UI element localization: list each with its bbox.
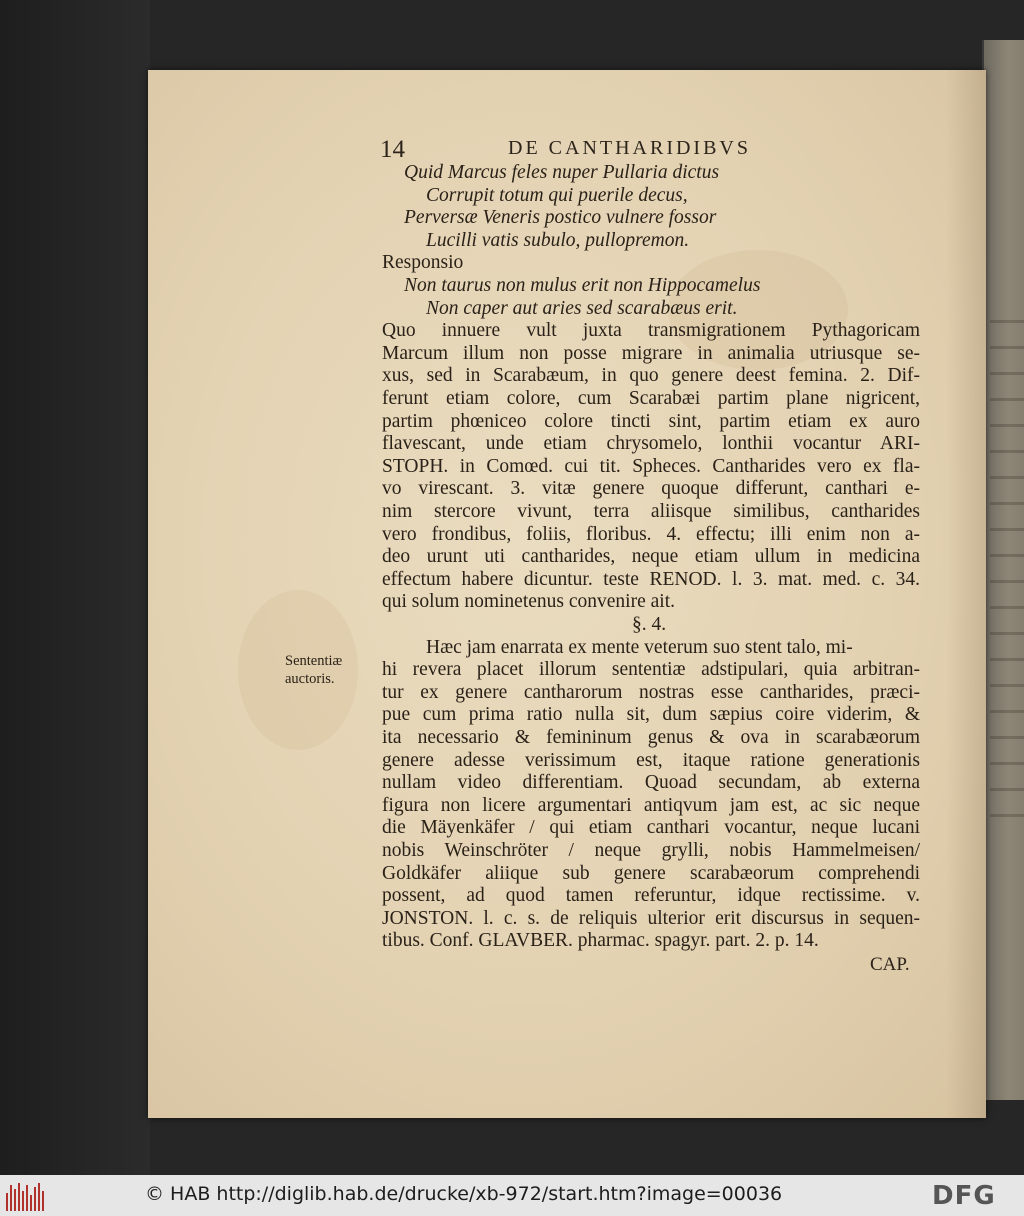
text-line: Quo innuere vult juxta transmigrationem Pythagoricam	[382, 320, 920, 342]
text-line: JONSTON. l. c. s. de reliquis ulterior erit discursus in sequen-	[382, 907, 920, 929]
text-line: hi revera placet illorum sententiæ adstipulari, quia arbitran-	[382, 659, 920, 681]
text-line: nullam video differentiam. Quoad secundam, ab externa	[382, 772, 920, 794]
text-line: tibus. Conf. GLAVBER. pharmac. spagyr. part. 2. p. 14.	[382, 930, 819, 952]
text-line: Non caper aut aries sed scarabæus erit.	[426, 297, 738, 319]
text-line: nim stercore vivunt, terra aliisque similibus, cantharides	[382, 501, 920, 522]
text-line: die Mäyenkäfer / qui etiam canthari vocantur, neque lucani	[382, 817, 920, 839]
dfg-logo[interactable]: DFG	[932, 1181, 996, 1211]
copyright-link[interactable]: © HAB http://diglib.hab.de/drucke/xb-972/start.htm?image=00036	[145, 1183, 783, 1205]
hab-logo-icon[interactable]	[6, 1181, 48, 1211]
text-line: effectum habere dicuntur. teste RENOD. l. 3. mat. med. c. 34.	[382, 568, 920, 590]
text-line: ita necessario & femininum genus & ova in scarabæorum	[382, 727, 920, 748]
text-line: pue cum prima ratio nulla sit, dum sæpius coire viderim, &	[382, 704, 920, 726]
text-line: nobis Weinschröter / neque grylli, nobis Hammelmeisen/	[382, 840, 920, 861]
book-page	[148, 70, 986, 1118]
page-gutter-shade	[946, 70, 986, 1118]
text-line: vo virescant. 3. vitæ genere quoque differunt, canthari e-	[382, 478, 920, 500]
text-line: Goldkäfer aliique sub genere scarabæorum comprehendi	[382, 862, 920, 884]
margin-note-line-1: Sententiæ	[285, 653, 343, 669]
adjacent-page-text-shadow	[990, 320, 1024, 840]
text-line: Responsio	[382, 252, 464, 274]
text-line: STOPH. in Comœd. cui tit. Spheces. Cantharides vero ex fla-	[382, 455, 920, 477]
scan-background-left	[0, 0, 150, 1175]
catchword: CAP.	[870, 954, 910, 975]
text-line: Perversæ Veneris postico vulnere fossor	[404, 207, 717, 229]
text-line: §. 4.	[632, 614, 667, 635]
adjacent-page-edge	[982, 40, 1024, 1100]
text-line: genere adesse verissimum est, itaque ratione generationis	[382, 749, 920, 771]
page-number: 14	[380, 136, 405, 163]
text-line: flavescant, unde etiam chrysomelo, lonthii vocantur ARI-	[382, 433, 920, 455]
text-line: figura non licere argumentari antiqvum jam est, ac sic neque	[382, 794, 920, 816]
text-line: Hæc jam enarrata ex mente veterum suo stent talo, mi-	[426, 636, 853, 658]
text-line: Corrupit totum qui puerile decus,	[426, 184, 688, 206]
text-line: Lucilli vatis subulo, pullopremon.	[426, 229, 690, 251]
text-line: vero frondibus, foliis, floribus. 4. effectu; illi enim non a-	[382, 523, 920, 545]
text-line: Quid Marcus feles nuper Pullaria dictus	[404, 162, 720, 183]
text-line: Non taurus non mulus erit non Hippocamelus	[404, 275, 761, 296]
text-line: possent, ad quod tamen referuntur, idque rectissime. v.	[382, 885, 920, 907]
text-line: tur ex genere cantharorum nostras esse cantharides, præci-	[382, 681, 920, 703]
text-line: qui solum nominetenus convenire ait.	[382, 591, 675, 613]
running-title: DE CANTHARIDIBVS	[508, 137, 751, 159]
margin-note-line-2: auctoris.	[285, 671, 335, 687]
footer-bar	[0, 1175, 1024, 1216]
text-line: Marcum illum non posse migrare in animalia utriusque se-	[382, 342, 920, 364]
text-line: partim phœniceo colore tincti sint, partim etiam ex auro	[382, 410, 920, 432]
text-line: ferunt etiam colore, cum Scarabæi partim plane nigricent,	[382, 388, 920, 409]
text-line: deo urunt uti cantharides, neque etiam ullum in medicina	[382, 546, 920, 568]
text-line: xus, sed in Scarabæum, in quo genere deest femina. 2. Dif-	[382, 365, 920, 387]
